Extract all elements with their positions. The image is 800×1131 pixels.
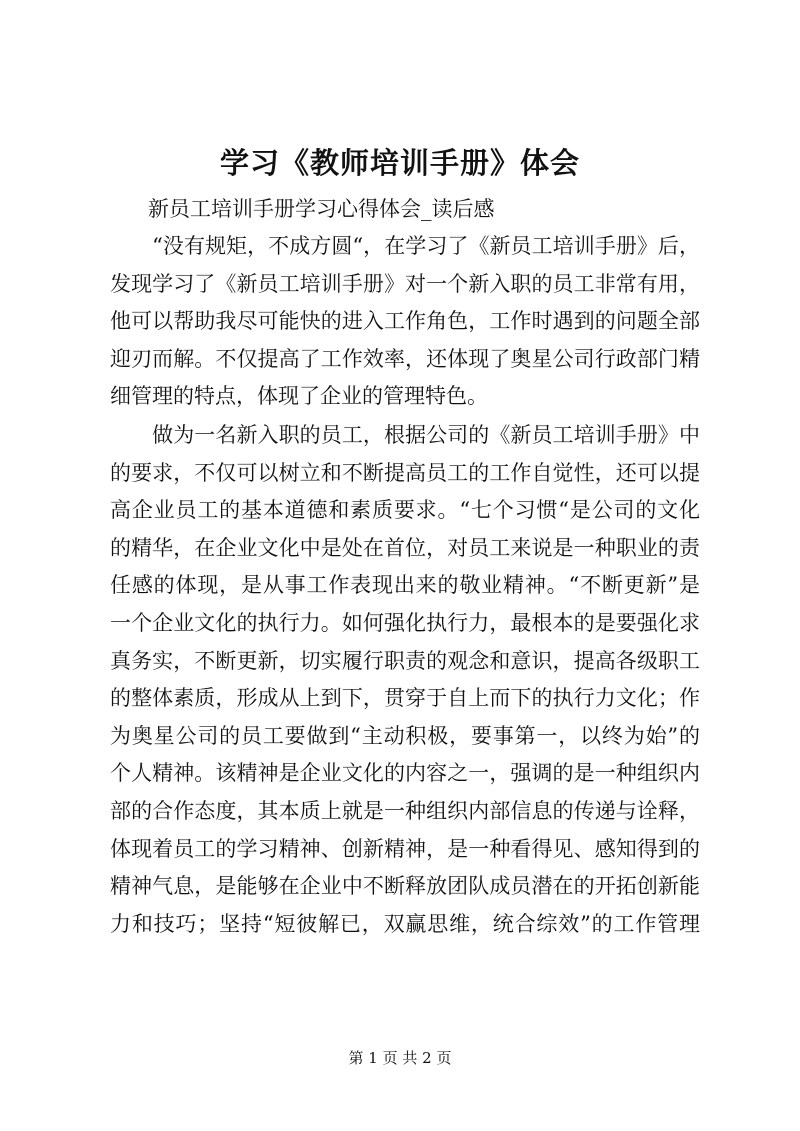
text-line: 做为一名新入职的员工，根据公司的《新员工培训手册》中 [110,423,700,447]
text-line: 真务实，不断更新，切实履行职责的观念和意识，提高各级职工 [110,648,700,673]
text-line: 精神气息，是能够在企业中不断释放团队成员潜在的开拓创新能 [110,874,700,899]
document-subtitle: 新员工培训手册学习心得体会_读后感 [148,197,495,221]
text-line: 力和技巧；坚持“短彼解已，双赢思维，统合综效”的工作管理 [110,911,700,936]
text-line: 一个企业文化的执行力。如何强化执行力，最根本的是要强化求 [110,610,700,635]
text-line: 部的合作态度，其本质上就是一种组织内部信息的传递与诠释， [110,798,700,823]
text-line: 的精华，在企业文化中是处在首位，对员工来说是一种职业的责 [110,535,700,560]
text-line: 个人精神。该精神是企业文化的内容之一，强调的是一种组织内 [110,761,700,786]
text-line: 体现着员工的学习精神、创新精神，是一种看得见、感知得到的 [110,836,700,861]
paragraph-1 [110,228,700,416]
text-line: 任感的体现，是从事工作表现出来的敬业精神。“不断更新”是 [110,573,700,598]
page-footer: 第 1 页 共 2 页 [348,1049,452,1067]
text-line: 的整体素质，形成从上到下，贯穿于自上而下的执行力文化；作 [110,686,700,711]
text-line: 迎刃而解。不仅提高了工作效率，还体现了奥星公司行政部门精 [110,346,700,371]
paragraph-2 [110,417,700,943]
text-line: 高企业员工的基本道德和素质要求。“七个习惯“是公司的文化 [110,498,700,523]
text-line: “没有规矩，不成方圆“，在学习了《新员工培训手册》后， [110,234,700,258]
text-line: 细管理的特点，体现了企业的管理特色。 [110,384,488,409]
text-line: 他可以帮助我尽可能快的进入工作角色，工作时遇到的问题全部 [110,309,700,334]
document-title: 学习《教师培训手册》体会 [219,146,580,180]
text-line: 为奥星公司的员工要做到“主动积极，要事第一，以终为始”的 [110,723,700,748]
text-line: 发现学习了《新员工培训手册》对一个新入职的员工非常有用， [110,271,700,296]
text-line: 的要求，不仅可以树立和不断提高员工的工作自觉性，还可以提 [110,460,700,485]
